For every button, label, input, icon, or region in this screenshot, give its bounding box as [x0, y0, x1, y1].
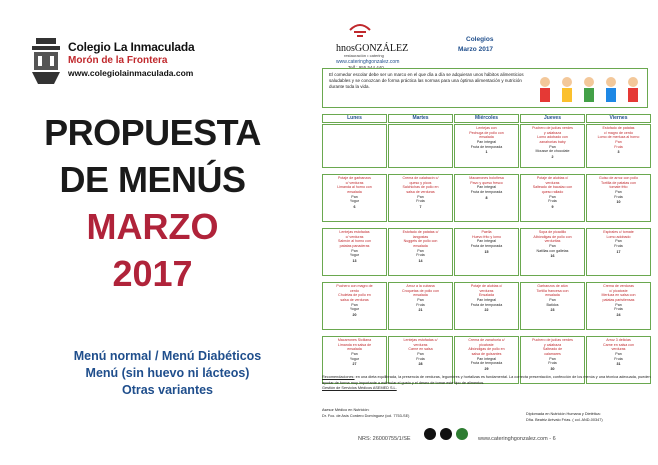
dish-line: y calabaza — [543, 130, 562, 135]
day-cell — [586, 282, 651, 330]
day-cell — [520, 124, 585, 168]
dish-line: ensalada — [347, 347, 362, 352]
recommendations-label: Recomendaciones: — [322, 375, 355, 379]
dish-line: verduras — [545, 180, 560, 185]
cover-month: MARZO — [86, 206, 219, 247]
dish-extra: Pan — [549, 356, 556, 361]
school-crest-icon — [28, 36, 64, 86]
dietitian-title: Diplomada en Nutrición Humana y Dietética: — [526, 412, 601, 416]
dish-line: patatas panaderas — [339, 244, 370, 249]
day-cell — [322, 174, 387, 222]
dish-extra: Fruta de temporada — [470, 361, 503, 366]
dish-extra: Fruta de temporada — [470, 302, 503, 307]
recommendations — [322, 375, 652, 392]
dish-line: Crema de calabacín c/ — [402, 176, 439, 180]
day-number: 30 — [550, 367, 555, 372]
dish-line: cerdo — [350, 288, 359, 293]
dish-extra: Pan — [351, 302, 358, 307]
dish-line: Crema de verduras — [603, 284, 634, 288]
medical-advisor-title: Asesor Médico en Nutrición: — [322, 408, 370, 412]
dish-line: Carne en salsa — [408, 347, 433, 352]
intro-text: El comedor escolar debe ser un marco en el que día a día se adquieran unos hábitos alimenticios saludables y se conozcan de forma práctica las normas para una óptima alimentación y nutrición durante toda la vida. — [329, 72, 524, 90]
day-number: 7 — [419, 205, 422, 210]
dish-extra: Yogur — [349, 253, 360, 258]
dish-line: verduras — [611, 347, 626, 352]
dish-extra: Pan integral — [476, 140, 497, 145]
cover-title-line1: PROPUESTA — [44, 112, 261, 153]
menu-panel — [318, 0, 658, 465]
week-row — [322, 174, 652, 222]
dish-line: verduras — [479, 288, 494, 293]
day-number: 28 — [418, 362, 423, 367]
dish-extra: Pan — [417, 298, 424, 303]
dish-line: Croquetas de pollo con — [402, 288, 439, 293]
chefs-illustration-icon — [533, 72, 643, 104]
day-cell — [322, 228, 387, 276]
day-number: 6 — [353, 205, 356, 210]
header-jueves: Jueves — [520, 114, 585, 123]
medical-advisor-name: Dr. Fco. de Asís Cordero Domínguez (col. 7753-SE) — [322, 413, 410, 418]
dish-line: Pan — [615, 140, 622, 145]
dish-extra: Mousse de chocolate — [535, 149, 570, 154]
dish-line: Lomo adobado con — [537, 135, 568, 140]
dish-line: Estofado de patatas — [602, 126, 635, 130]
dish-line: Puchero de judías verdes — [532, 338, 573, 342]
dish-line: Arroz 3 delicias — [606, 338, 631, 342]
footer-website-link[interactable]: www.cateringhgonzalez.com - 6 — [478, 436, 556, 442]
week-row — [322, 282, 652, 330]
brand-website-link[interactable]: www.cateringhgonzalez.com — [336, 59, 400, 65]
dish-extra: Yogur — [349, 199, 360, 204]
dish-line: patatas paristiensas — [602, 298, 635, 303]
day-number: 27 — [352, 362, 357, 367]
dish-line: langostas — [412, 234, 429, 239]
day-cell — [454, 174, 519, 222]
dish-line: Fruta — [614, 144, 623, 149]
cover-panel — [0, 0, 310, 465]
dish-extra: Pan — [615, 239, 622, 244]
dish-line: zanahorias baby — [539, 140, 566, 145]
day-number: 15 — [484, 249, 489, 254]
dish-line: Chuletas de pollo en — [338, 293, 371, 298]
dish-extra: Natillas con galletas — [536, 248, 569, 253]
day-cell — [388, 174, 453, 222]
day-number: 2 — [551, 155, 554, 160]
certification-seal-icon — [440, 428, 452, 440]
dish-line: ensalada — [347, 190, 362, 195]
dish-extra: Fruta — [614, 194, 623, 199]
dish-line: Nuggets de pollo con — [403, 239, 438, 244]
dish-line: Paella — [481, 230, 492, 234]
day-cell — [454, 228, 519, 276]
dish-line: Potaje de alubias c/ — [470, 284, 503, 288]
dish-line: Estofado de patatas c/ — [402, 230, 439, 234]
dish-extra: Pan — [351, 248, 358, 253]
dish-line: Guiso de arroz con pollo — [599, 176, 638, 180]
dish-extra: Fruta — [416, 253, 425, 258]
day-number: 3 — [617, 150, 620, 155]
dish-extra: Yogur — [349, 307, 360, 312]
dish-extra: Pan — [549, 244, 556, 249]
dish-line: Huevo frito y lomo — [472, 234, 501, 239]
dish-line: Tortilla francesa con — [536, 288, 569, 293]
day-cell — [454, 124, 519, 168]
dish-extra: Pan integral — [476, 298, 497, 303]
dish-line: y calabaza — [543, 342, 562, 347]
dietitian — [526, 412, 603, 423]
footer-registry: NRS: 26000755/1/SE — [358, 436, 411, 442]
dish-line: Lentejas con — [476, 126, 497, 130]
brand-name: hnosGONZÁLEZ — [336, 43, 409, 54]
dish-line: Salteado de bacalao con — [532, 185, 573, 190]
dish-line: ensalada — [479, 135, 494, 140]
day-cell — [586, 124, 651, 168]
dish-line: Puchero de judías verdes — [532, 126, 573, 130]
dish-line: verduras — [413, 342, 428, 347]
day-number: 16 — [550, 254, 555, 259]
dish-line: Potaje de garbanzos — [338, 176, 371, 180]
header-lunes: Lunes — [322, 114, 387, 123]
dish-line: Arroz a la cubana — [406, 284, 435, 288]
dish-line: Lomo de merluza al horno — [597, 135, 640, 140]
dish-line: ensalada — [545, 293, 560, 298]
dish-line: Albóndigas de pollo en — [468, 347, 505, 352]
day-cell — [322, 124, 387, 168]
dish-line: Sopa de picadillo — [538, 230, 567, 234]
dish-line: salsa de verduras — [406, 190, 435, 195]
day-number: 31 — [616, 362, 621, 367]
dish-extra: Pan — [417, 194, 424, 199]
menu-calendar — [322, 114, 652, 390]
day-number: 21 — [418, 308, 423, 313]
dish-line: calamares — [544, 352, 561, 357]
dish-line: Lentejas estofadas — [339, 230, 370, 234]
week-row — [322, 228, 652, 276]
dish-line: c/ picatoste — [609, 288, 628, 293]
header-miercoles: Miércoles — [454, 114, 519, 123]
dish-line: salsa de guisantes — [471, 352, 502, 357]
dish-extra: Fruta — [614, 356, 623, 361]
dish-extra: Pan — [549, 298, 556, 303]
day-cell — [322, 282, 387, 330]
dish-extra: Yogur — [349, 356, 360, 361]
medical-advisor — [322, 408, 409, 419]
day-cell — [520, 174, 585, 222]
dish-line: tomate frito — [609, 185, 628, 190]
dish-extra: Pan — [615, 302, 622, 307]
dish-line: Limanda en salsa de — [337, 342, 372, 347]
dish-extra: Pan — [549, 194, 556, 199]
dish-line: Carne en salsa con — [603, 342, 634, 347]
school-city: Morón de la Frontera — [68, 55, 168, 66]
dish-line: picatoste — [479, 342, 494, 347]
dish-line: Merluza en salsa con — [601, 293, 636, 298]
dish-line: ensalada — [413, 244, 428, 249]
dish-extra: Batidos — [546, 302, 559, 307]
dish-line: Crema de zanahoria c/ — [468, 338, 505, 342]
brand-logo-icon — [348, 20, 372, 42]
dish-line: Lentejas estofadas c/ — [403, 338, 438, 342]
dish-extra: Pan integral — [476, 239, 497, 244]
menu-audience: Colegios — [466, 36, 494, 43]
dish-line: salsa de verduras — [340, 298, 369, 303]
dish-extra: Fruta — [548, 199, 557, 204]
dish-line: c/ verduras — [345, 180, 364, 185]
day-number: 24 — [616, 313, 621, 318]
certification-seal-icon — [456, 428, 468, 440]
week-row — [322, 124, 652, 168]
day-cell — [454, 282, 519, 330]
cover-title-line2: DE MENÚS — [59, 159, 246, 200]
dish-extra: Fruta — [416, 302, 425, 307]
day-number: 23 — [550, 308, 555, 313]
day-number: 22 — [484, 308, 489, 313]
intro-box — [322, 68, 648, 108]
dish-line: Garbanzos de atún — [537, 284, 568, 288]
variant-other: Otras variantes — [121, 383, 214, 397]
dish-line: Pechuga de pollo con — [469, 130, 504, 135]
day-number: 1 — [485, 150, 488, 155]
dish-line: queso y picos — [409, 180, 432, 185]
menu-month: Marzo 2017 — [458, 46, 494, 53]
dish-line: c/ verduras — [345, 234, 364, 239]
variant-normal: Menú normal / Menú Diabéticos — [73, 349, 262, 363]
dish-extra: Fruta de temporada — [470, 190, 503, 195]
school-website-link[interactable]: www.colegiolainmaculada.com — [68, 68, 194, 78]
header-viernes: Viernes — [586, 114, 651, 123]
day-cell — [586, 228, 651, 276]
dish-line: Salchichas de pollo en — [402, 185, 439, 190]
dish-line: Espirales c/ tomate — [603, 230, 634, 234]
day-cell — [586, 174, 651, 222]
dish-line: Tortilla de patatas con — [601, 180, 636, 185]
dish-extra: Fruta — [416, 356, 425, 361]
day-number: 17 — [616, 249, 621, 254]
dish-line: Limanda al horno con — [337, 185, 372, 190]
dish-line: c/ magro de cerdo — [604, 130, 633, 135]
dish-extra: Pan — [417, 352, 424, 357]
dish-line: Salteado de — [542, 347, 563, 352]
certification-seal-icon — [424, 428, 436, 440]
day-number: 29 — [484, 367, 489, 372]
dish-line: Lomo adobado — [606, 234, 631, 239]
dish-line: Puchero con magro de — [336, 284, 373, 288]
dish-line: Salmón al horno con — [338, 239, 371, 244]
dish-extra: Pan — [351, 194, 358, 199]
dish-line: Ensalada — [479, 293, 494, 298]
day-cell — [520, 228, 585, 276]
brand-phone: Telf.: 955 544 440 — [348, 65, 384, 70]
dish-line: queso rallado — [541, 190, 564, 195]
variant-no-egg-dairy: Menú (sin huevo ni lácteos) — [85, 366, 250, 380]
dish-extra: Pan — [549, 144, 556, 149]
dish-line: Pavo y queso fresco — [470, 180, 503, 185]
dish-extra: Fruta — [614, 244, 623, 249]
day-number: 20 — [352, 313, 357, 318]
header-martes: Martes — [388, 114, 453, 123]
dish-extra: Fruta de temporada — [470, 144, 503, 149]
dietitian-name: Dña. Beatriz Arévalo Frías. ( col. AND-00347) — [526, 417, 603, 422]
school-name: Colegio La Inmaculada — [68, 40, 195, 54]
weeks-container — [322, 124, 652, 384]
dish-line: ensalada — [413, 293, 428, 298]
day-number: 10 — [616, 200, 621, 205]
dish-extra: Fruta — [548, 361, 557, 366]
dish-extra: Pan — [615, 190, 622, 195]
day-cell — [388, 228, 453, 276]
dish-line: Macarrones Siciliana — [337, 338, 372, 342]
day-cell — [388, 124, 453, 168]
dish-extra: Pan — [351, 352, 358, 357]
day-number: 13 — [352, 259, 357, 264]
weekday-header — [322, 114, 652, 123]
dish-extra: Pan — [417, 248, 424, 253]
dish-extra: Pan integral — [476, 356, 497, 361]
dish-line: verduritas — [544, 239, 561, 244]
day-cell — [388, 282, 453, 330]
day-number: 9 — [551, 205, 554, 210]
dish-line: Potaje de alubias c/ — [536, 176, 569, 180]
brand-tagline: restauración • catering — [344, 53, 384, 58]
dish-line: Macarrones boloñesa — [469, 176, 504, 180]
cover-year: 2017 — [112, 253, 193, 294]
dish-line: Albóndigas de pollo con — [533, 234, 572, 239]
dish-extra: Fruta de temporada — [470, 244, 503, 249]
day-number: 14 — [418, 259, 423, 264]
day-number: 8 — [485, 195, 488, 200]
gestion-text: Gestión de Servicios Médicos ASEMED S.L. — [322, 386, 397, 390]
dish-extra: Fruta — [614, 307, 623, 312]
dish-extra: Pan — [615, 352, 622, 357]
recommendations-text: en una dieta equilibrada, la presencia de verduras, legumbres y hortalizas es fundamental. La correcta presentación, confección de los menús y una técnica adecuada, pueden ayudar de forma muy importante a estimular el gusto y el deseo de tomar este tipo de alimentos. — [322, 375, 651, 385]
dish-extra: Fruta — [416, 199, 425, 204]
day-cell — [520, 282, 585, 330]
dish-extra: Pan integral — [476, 185, 497, 190]
